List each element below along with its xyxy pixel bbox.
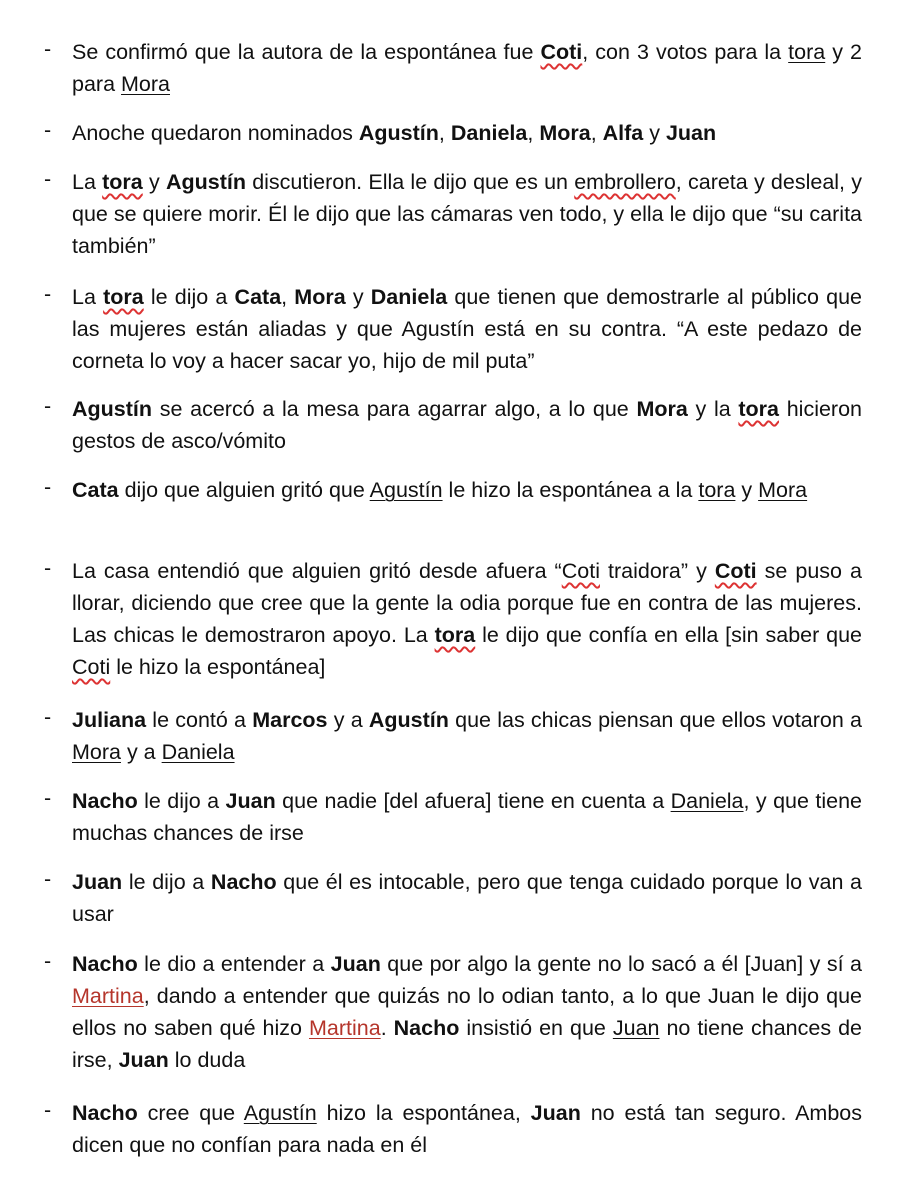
underlined-name: Mora [121,72,170,96]
text-run: traidora” y [599,559,715,583]
bullet-dash: - [44,867,52,891]
red-name: Martina [308,1016,381,1040]
underlined-name: Mora [72,740,121,764]
bold-name: Coti [540,40,583,64]
text-run: que él es intocable, pero que tenga cuidado porque lo van a usar [72,870,862,926]
list-item [44,474,862,506]
item-text [72,785,862,849]
text-run: y a [327,708,369,732]
bold-name: Nacho [210,870,277,894]
item-text [72,393,862,457]
bullet-dash: - [44,1098,52,1122]
bold-name: Juan [72,870,123,894]
bold-name: Juan [225,789,276,813]
text-run: y [142,170,166,194]
bold-name: Cata [72,478,119,502]
bold-name: Daniela [450,121,528,145]
list-item [44,281,862,377]
bullet-dash: - [44,394,52,418]
underlined-name: Agustín [243,1101,317,1125]
text-run: , dando a entender que quizás no lo odian tanto, a lo que Juan le dijo que ellos no saben qué hizo [72,984,862,1040]
bold-name: Juan [665,121,717,145]
list-item [44,166,862,262]
text-run: , [590,121,603,145]
bold-name: Mora [636,397,688,421]
list-item [44,555,862,683]
red-name: Martina [72,984,144,1008]
item-text [72,36,862,100]
text-run: y a [120,740,162,764]
text-run: hicieron gestos de asco/vómito [72,397,863,453]
item-text [72,474,862,506]
text-run: , [281,285,295,309]
underlined-name: tora [698,478,736,502]
text-run: y [643,121,666,145]
list-item [44,117,862,149]
bold-name: Nacho [393,1016,460,1040]
text-run: La [72,170,103,194]
item-text [72,117,862,149]
text-run: insistió en que [459,1016,613,1040]
text-run: le dijo a [143,285,235,309]
misspelled-word: Coti [561,559,600,583]
bold-name: Agustín [72,397,153,421]
bullet-dash: - [44,282,52,306]
text-run: le hizo la espontánea a la [442,478,699,502]
bold-name: Coti [714,559,757,583]
bullet-dash: - [44,705,52,729]
bold-name: Nacho [72,952,138,976]
list-item [44,785,862,849]
bold-name: Nacho [72,1101,138,1125]
text-run: discutieron. Ella le dijo que es un [245,170,575,194]
text-run: le dijo a [137,789,226,813]
list-item [44,704,862,768]
text-run: hizo la espontánea, [316,1101,531,1125]
text-run: lo duda [168,1048,246,1072]
text-run: , careta y desleal, y que se quiere morir. Él le dijo que las cámaras ven todo, y ella le dijo que “su carita también” [72,170,862,258]
underlined-name: Daniela [161,740,235,764]
misspelled-word: Coti [72,655,111,679]
item-text [72,948,862,1076]
bold-name: Juliana [72,708,147,732]
bold-name: Nacho [72,789,138,813]
bold-name: Alfa [602,121,644,145]
text-run: le hizo la espontánea] [110,655,326,679]
text-run: no tiene chances de irse, [72,1016,862,1072]
text-run: y la [687,397,739,421]
text-run: cree que [137,1101,244,1125]
bullet-dash: - [44,37,52,61]
bullet-dash: - [44,118,52,142]
bold-name: Agustín [165,170,246,194]
list-item [44,1097,862,1161]
bold-name: tora [738,397,780,421]
list-item [44,866,862,930]
text-run: y 2 para [72,40,862,96]
bullet-dash: - [44,167,52,191]
list-item [44,948,862,1076]
text-run: le contó a [146,708,253,732]
underlined-name: Daniela [670,789,744,813]
text-run: que por algo la gente no lo sacó a él [Juan] y sí a [380,952,863,976]
bold-name: Marcos [252,708,328,732]
text-run: dijo que alguien gritó que [118,478,370,502]
list-item [44,36,862,100]
item-text [72,866,862,930]
bullet-dash: - [44,949,52,973]
bold-name: Mora [294,285,346,309]
bold-name: Agustín [368,708,449,732]
underlined-name: tora [788,40,826,64]
bold-name: tora [434,623,476,647]
text-run: , [527,121,540,145]
misspelled-word: embrollero [574,170,676,194]
text-run: se acercó a la mesa para agarrar algo, a lo que [152,397,637,421]
text-run: La [72,285,104,309]
text-run: le dijo a [122,870,211,894]
text-run: Se confirmó que la autora de la espontánea fue [72,40,541,64]
text-run: La casa entendió que alguien gritó desde afuera “ [72,559,562,583]
item-text [72,555,862,683]
underlined-name: Mora [758,478,808,502]
bold-name: Mora [539,121,591,145]
bold-name: Agustín [358,121,439,145]
item-text [72,704,862,768]
text-run: no está tan seguro. Ambos dicen que no confían para nada en él [72,1101,863,1157]
bullet-dash: - [44,786,52,810]
text-run: Anoche quedaron nominados [72,121,359,145]
bold-name: tora [103,285,144,309]
text-run: le dijo que confía en ella [sin saber que [475,623,862,647]
text-run: y [345,285,371,309]
bold-name: Cata [234,285,282,309]
bold-name: tora [102,170,143,194]
bullet-dash: - [44,556,52,580]
text-run: , con 3 votos para la [582,40,789,64]
text-run: y [735,478,759,502]
bullet-dash: - [44,475,52,499]
list-item [44,393,862,457]
text-run: se puso a llorar, diciendo que cree que la gente la odia porque fue en contra de las mujeres. Las chicas le demostraron apoyo. La [72,559,862,647]
bold-name: Juan [530,1101,581,1125]
underlined-name: Agustín [369,478,443,502]
item-text [72,281,862,377]
text-run: le dio a entender a [137,952,331,976]
underlined-name: Juan [612,1016,660,1040]
text-run: que las chicas piensan que ellos votaron a [448,708,862,732]
item-text [72,1097,862,1161]
bold-name: Juan [118,1048,169,1072]
text-run: que nadie [del afuera] tiene en cuenta a [275,789,671,813]
text-run: , [438,121,451,145]
text-run: . [380,1016,394,1040]
item-text [72,166,862,262]
bold-name: Daniela [370,285,448,309]
text-run: , y que tiene muchas chances de irse [72,789,862,845]
text-run: que tienen que demostrarle al público que las mujeres están aliadas y que Agustín está en su contra. “A este pedazo de corneta lo voy a hacer sacar yo, hijo de mil puta” [72,285,862,373]
bold-name: Juan [330,952,381,976]
